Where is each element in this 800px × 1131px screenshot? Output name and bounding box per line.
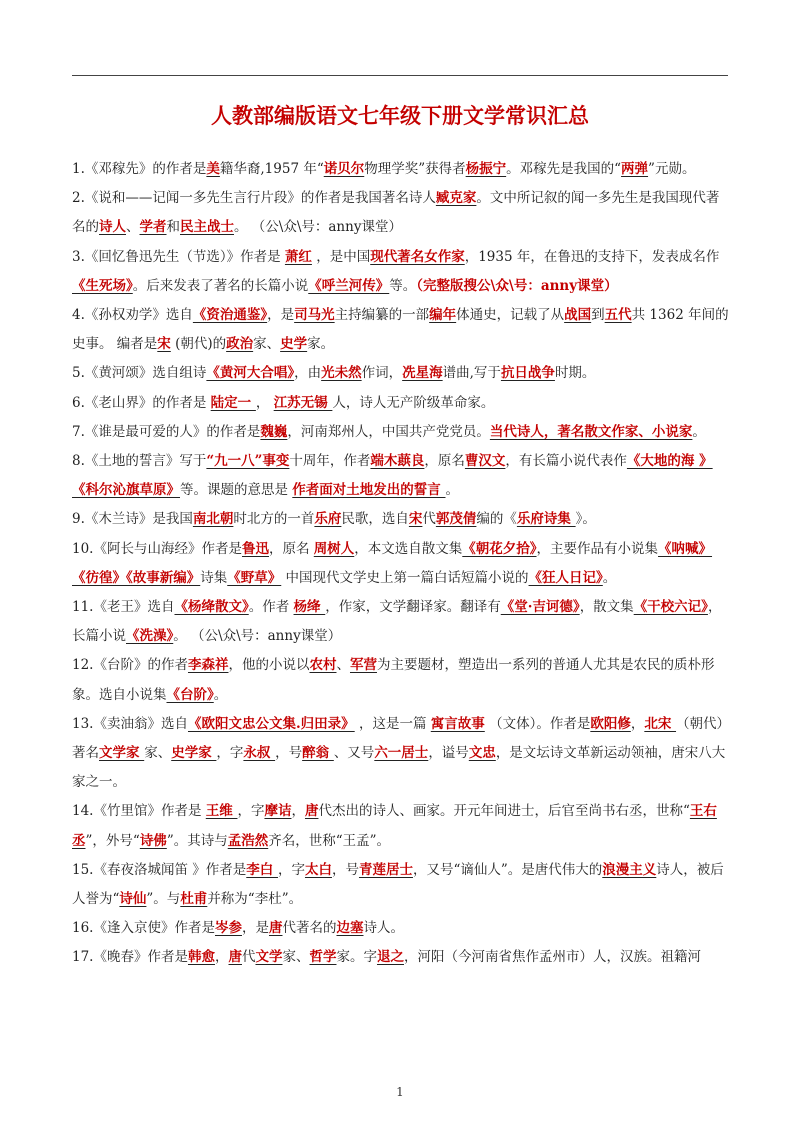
answer-text: 永叔 [243, 745, 276, 762]
item-text: 民歌，选自 [341, 511, 409, 528]
answer-text: 郭茂倩 [435, 511, 477, 528]
item-text: ，他的小说以 [228, 657, 310, 674]
answer-text: 《堂·吉诃德》 [500, 599, 580, 616]
answer-text: 诗仙 [119, 891, 147, 908]
item-text: 等。 [389, 277, 417, 294]
item-text: 2.《说和——记闻一多先生言行片段》的作者是我国著名诗人 [72, 190, 436, 207]
item-text: ，有长篇小说代表作 [505, 453, 627, 470]
item-text: ”。与 [146, 891, 181, 908]
list-item [72, 797, 732, 855]
item-text: ，1935 年，在鲁迅的支持下，发表成名作 [464, 248, 720, 265]
item-text: 代杰出的诗人、画家。开元年间进士，后官至尚书右丞，世称“ [318, 803, 690, 820]
item-text: 》。 [575, 511, 596, 528]
item-text: ，号 [275, 745, 303, 762]
answer-text: 《台阶》 [166, 686, 214, 703]
list-item [72, 505, 732, 534]
answer-text: 岑参 [214, 920, 242, 937]
answer-text: 美 [206, 161, 220, 177]
item-text: ，本文选自散文集 [354, 540, 463, 557]
answer-text: 乐府 [314, 511, 342, 528]
answer-text: 现代著名女作家 [370, 248, 465, 265]
item-text: ，河南郑州人，中国共产党党员。 [287, 423, 490, 440]
item-text: 人，诗人无产阶级革命家。 [332, 394, 495, 411]
answer-text: 文学 [255, 949, 283, 966]
item-text: 共 1362 年间的史事。 编者是 [72, 307, 729, 353]
item-text: ，字 [216, 745, 244, 762]
answer-text: “九一八”事变 [206, 453, 290, 470]
list-item [72, 651, 732, 709]
item-text: 12.《台阶》的作者 [72, 657, 188, 674]
answer-text: 唐 [304, 803, 319, 820]
item-text: 家。 [307, 336, 335, 353]
item-text: 16.《逢入京使》作者是 [72, 920, 215, 937]
item-text: （朝代）著名 [72, 715, 731, 762]
answer-text: 《资治通鉴》 [192, 307, 268, 324]
answer-text: 司马光 [294, 307, 335, 324]
list-item [72, 243, 732, 301]
top-divider [72, 75, 728, 76]
item-text: 11.《老王》选自 [72, 599, 175, 616]
item-text: 等。课题的意思是 [180, 482, 293, 499]
item-text: 家、 [144, 745, 172, 762]
item-text: 、 [336, 657, 350, 674]
item-text: 和 [166, 219, 180, 236]
item-text: 籍华裔,1957 年“ [219, 161, 324, 177]
item-text: ，是文坛诗文革新运动领袖，唐宋八大家之一。 [72, 745, 726, 791]
answer-text: 抗日战争 [500, 365, 555, 382]
answer-text: 六一居士 [374, 745, 429, 762]
item-text: 时期。 [554, 365, 596, 382]
item-text: 诗集 [200, 569, 228, 586]
list-item [72, 301, 732, 359]
answer-text: 江苏无锡 [273, 394, 333, 411]
answer-text: 欧阳修 [590, 715, 631, 732]
item-text: 1.《邓稼先》的作者是 [72, 161, 207, 177]
item-text: 中国现代文学史上第一篇白话短篇小说的 [281, 569, 529, 586]
answer-text: 韩愈 [187, 949, 215, 966]
item-text: 、又号 [333, 745, 375, 762]
answer-text: 边塞 [336, 920, 364, 937]
answer-text: 端木蕻良 [370, 453, 425, 470]
answer-text: 寓言故事 [430, 715, 485, 732]
answer-text: 唐 [228, 949, 242, 966]
list-item [72, 418, 732, 447]
item-text: ，原名 [424, 453, 465, 470]
item-text: ，主要作品有小说集 [536, 540, 659, 557]
list-item [72, 184, 732, 242]
item-text: 。作者 [248, 599, 294, 616]
answer-text: 文学家 [99, 745, 145, 762]
answer-text: 史学 [280, 336, 308, 353]
item-text: 编的《 [476, 511, 517, 528]
answer-text: 农村 [309, 657, 337, 674]
answer-text: 史学家 [171, 745, 217, 762]
item-text: 物理学奖”获得者 [364, 161, 466, 177]
answer-text: 南北朝 [192, 511, 234, 528]
answer-text: 王维 [205, 803, 238, 820]
item-text: 为主要题材，塑造出一系列的普通人尤其是农民的质朴形象。选自小说集 [72, 657, 715, 703]
note-text: （完整版搜公\众\号：anny课堂） [416, 277, 618, 294]
item-text: ，河阳（今河南省焦作孟州市）人，汉族。祖籍河 [403, 949, 701, 966]
answer-text: 杜甫 [180, 891, 208, 908]
item-text: 十周年，作者 [289, 453, 371, 470]
answer-text: 冼星海 [402, 365, 443, 382]
item-text: 。 [213, 686, 228, 703]
item-text: 5.《黄河颂》选自组诗 [72, 365, 207, 382]
item-text: ， [255, 394, 274, 411]
answer-text: 退之 [376, 949, 404, 966]
list-item [72, 389, 732, 418]
answer-text: 诗佛 [139, 832, 167, 849]
page-number: 1 [396, 1085, 404, 1099]
item-text: ，又号“谪仙人”。是唐代伟大的 [412, 861, 603, 878]
answer-text: 唐 [268, 920, 283, 937]
answer-text: 萧红 [284, 248, 312, 265]
answer-text: 哲学 [309, 949, 337, 966]
item-text: ，散文集 [579, 599, 634, 616]
item-text: 体通史，记载了从 [456, 307, 565, 324]
answer-text: 青莲居士 [358, 861, 413, 878]
answer-text: 《洗澡》 [126, 628, 174, 645]
item-text: 代 [422, 511, 436, 528]
item-text: 谱曲,写于 [442, 365, 501, 382]
item-text: ，号 [331, 861, 359, 878]
list-item [72, 155, 732, 184]
item-text: 齐名，世称“王孟”。 [268, 832, 391, 849]
item-text: 6.《老山界》的作者是 [72, 394, 211, 411]
item-text: 时北方的一首 [233, 511, 315, 528]
item-text: 。 [692, 423, 706, 440]
item-text: 。文中所记叙的闻一多先生是我国现代著名的 [72, 190, 720, 236]
answer-text: 作者面对土地发出的誓言 [292, 482, 446, 499]
item-text: 诗人，被后人誉为“ [72, 861, 724, 908]
list-item [72, 359, 732, 388]
answer-text: 杨绛 [293, 599, 326, 616]
item-text: ， [214, 949, 229, 966]
answer-text: 军营 [349, 657, 377, 674]
item-text: 8.《土地的誓言》写于 [72, 453, 207, 470]
item-text: 诗人。 [363, 920, 404, 937]
answer-text: 陆定一 [210, 394, 256, 411]
item-text: 3.《回忆鲁迅先生（节选）》作者是 [72, 248, 285, 265]
item-text: ”元勋。 [648, 161, 696, 177]
item-text: 作词， [361, 365, 403, 382]
item-text: （文体）。作者是 [484, 715, 591, 732]
page-title: 人教部编版语文七年级下册文学常识汇总 [211, 104, 589, 128]
item-text: 。 （公\众\号：anny课堂） [173, 628, 342, 645]
item-text: ， [630, 715, 645, 732]
answer-text: 学者 [139, 219, 167, 236]
answer-text: 北宋 [644, 715, 677, 732]
answer-text: 光未然 [321, 365, 362, 382]
item-text: ，由 [294, 365, 322, 382]
answer-text: 《狂人日记》 [528, 569, 603, 586]
answer-text: 魏巍 [260, 423, 288, 440]
item-text: 家。字 [336, 949, 377, 966]
item-text: 。邓稼先是我国的“ [506, 161, 622, 177]
answer-text: 《呐喊》《彷徨》《故事新编》 [72, 540, 713, 586]
list-item [72, 593, 732, 651]
answer-text: 《生死场》 [72, 277, 133, 294]
item-text: 14.《竹里馆》作者是 [72, 803, 206, 820]
answer-text: 《杨绛散文》 [174, 599, 249, 616]
answer-text: 浪漫主义 [602, 861, 657, 878]
answer-text: 《野草》 [227, 569, 282, 586]
list-item [72, 535, 732, 593]
item-text: 15.《春夜洛城闻笛 》作者是 [72, 861, 247, 878]
item-text: ，是 [267, 307, 295, 324]
item-text: ，作家，文学翻译家。翻译有 [325, 599, 501, 616]
answer-text: 曹汉文 [464, 453, 506, 470]
item-text: ，是中国 [311, 248, 371, 265]
item-text: ，这是一篇 [354, 715, 431, 732]
item-text: ”，外号“ [85, 832, 140, 849]
item-text: 家、 [282, 949, 310, 966]
answer-text: 乐府诗集 [516, 511, 576, 528]
list-item [72, 914, 732, 943]
answer-text: 《朝花夕拾》 [462, 540, 537, 557]
item-text: ，原名 [268, 540, 314, 557]
answer-text: 五代 [604, 307, 632, 324]
list-item [72, 447, 732, 505]
answer-text: 鲁迅 [241, 540, 269, 557]
answer-text: 诗人 [99, 219, 126, 236]
answer-text: 臧克家 [435, 190, 477, 207]
item-text: 7.《谁是最可爱的人》的作者是 [72, 423, 261, 440]
knowledge-list [72, 155, 732, 973]
item-text: ”。其诗与 [166, 832, 228, 849]
item-text: 。 [445, 482, 459, 499]
item-text: 到 [591, 307, 605, 324]
item-text: 10.《阿长与山海经》作者是 [72, 540, 242, 557]
list-item [72, 856, 732, 914]
answer-text: 当代诗人，著名散文作家、小说家 [489, 423, 693, 440]
item-text: 并称为“李杜”。 [207, 891, 303, 908]
answer-text: 宋 [408, 511, 423, 528]
item-text: 代 [241, 949, 256, 966]
answer-text: 政治 [226, 336, 254, 353]
list-item [72, 710, 732, 798]
answer-text: 《大地的海 》《科尔沁旗草原》 [72, 453, 713, 499]
item-text: 、 [126, 219, 140, 236]
item-text: 。后来发表了著名的长篇小说 [132, 277, 309, 294]
item-text: ，字 [277, 861, 305, 878]
answer-text: 孟浩然 [227, 832, 269, 849]
answer-text: 李白 [246, 861, 278, 878]
answer-text: 王右丞 [72, 803, 717, 849]
item-text: 。 [602, 569, 617, 586]
list-item [72, 943, 732, 972]
item-text: 17.《晚春》作者是 [72, 949, 188, 966]
answer-text: 李森祥 [187, 657, 229, 674]
item-text: 9.《木兰诗》是我国 [72, 511, 193, 528]
item-text: ，谥号 [428, 745, 469, 762]
answer-text: 杨振宁 [465, 161, 507, 177]
answer-text: 醉翁 [302, 745, 334, 762]
answer-text: 诺贝尔 [323, 161, 365, 177]
item-text: ，是 [241, 920, 269, 937]
answer-text: 太白 [304, 861, 332, 878]
answer-text: 编年 [429, 307, 457, 324]
item-text: 13.《卖油翁》选自 [72, 715, 188, 732]
answer-text: 《呼兰河传》 [308, 277, 390, 294]
item-text: 主持编纂的一部 [334, 307, 430, 324]
answer-text: 周树人 [313, 540, 355, 557]
item-text: ， [291, 803, 305, 820]
answer-text: 摩诘 [264, 803, 292, 820]
answer-text: 战国 [564, 307, 592, 324]
answer-text: 《欧阳文忠公文集.归田录》 [187, 715, 355, 732]
item-text: ，长篇小说 [72, 599, 722, 645]
item-text: 家、 [253, 336, 281, 353]
answer-text: 两弹 [621, 161, 649, 177]
answer-text: 《干校六记》 [633, 599, 708, 616]
answer-text: 宋 [157, 336, 171, 353]
item-text: 代著名的 [282, 920, 337, 937]
answer-text: 文忠 [468, 745, 496, 762]
item-text: 。 （公\众\号：anny课堂） [234, 219, 402, 236]
item-text: (朝代)的 [170, 336, 227, 353]
item-text: ，字 [237, 803, 265, 820]
answer-text: 《黄河大合唱》 [206, 365, 295, 382]
answer-text: 民主战士 [180, 219, 234, 236]
item-text: 4.《孙权劝学》选自 [72, 307, 193, 324]
